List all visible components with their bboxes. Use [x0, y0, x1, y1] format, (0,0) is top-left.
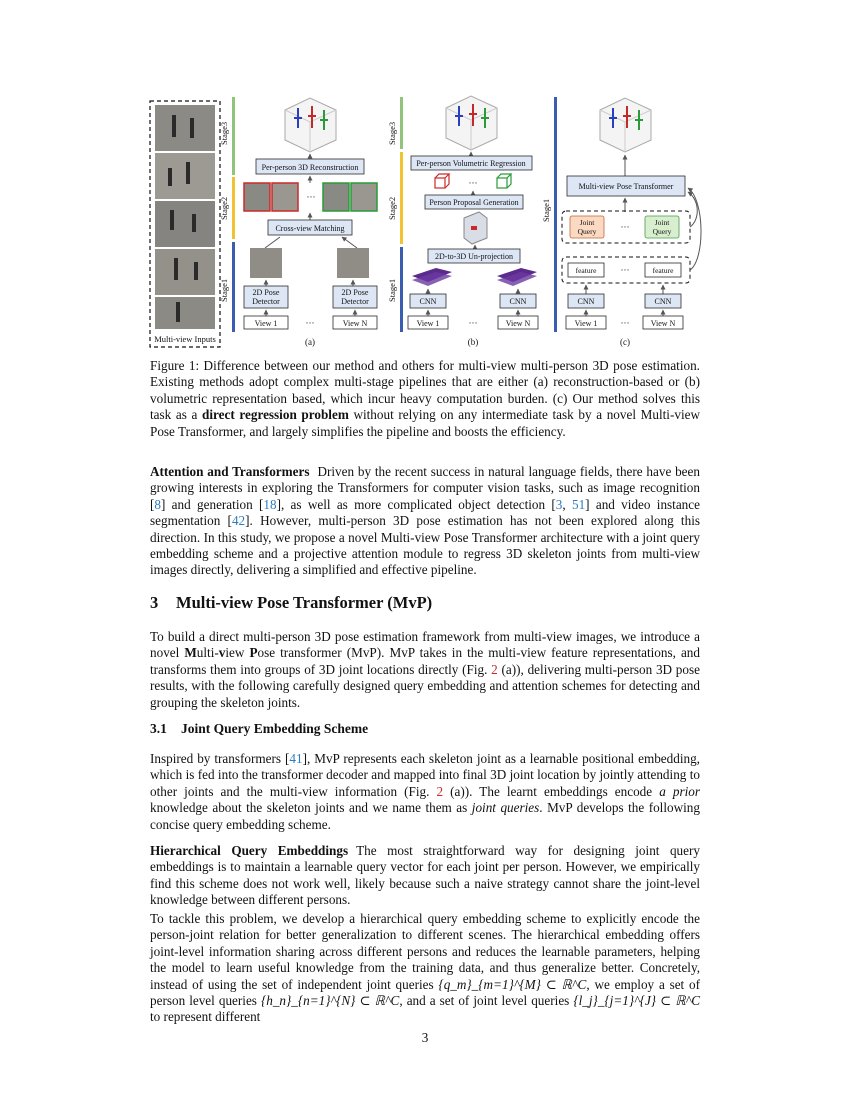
attention-paragraph: Attention and Transformers Driven by the recent success in natural language fields, there have been growing interests in exploring the Transformers for computer vision tasks, such as image recognition [8] and generation [18], as well as more complicated object detection [3, 51] and video instance segmentation [42]. However, multi-person 3D pose estimation has not been explored along this direction. In this study, we propose a novel Multi-view Pose Transformer architecture with a joint query embedding scheme and a projective attention module to regress 3D skeleton joints from multi-view images directly, delivering a simplified and effective pipeline. [150, 464, 700, 578]
svg-text:Per-person Volumetric Regressi: Per-person Volumetric Regression [416, 159, 526, 168]
svg-text:···: ··· [620, 265, 630, 275]
svg-text:···: ··· [305, 318, 315, 328]
multiview-inputs [150, 101, 220, 347]
svg-text:Detector: Detector [252, 297, 280, 306]
panel-c-sublabel: (c) [620, 337, 630, 347]
section-number: 3 [150, 593, 159, 612]
citation-link[interactable]: 42 [231, 513, 246, 529]
panel-c [541, 97, 701, 347]
svg-text:View N: View N [650, 319, 676, 328]
svg-text:Query: Query [652, 227, 672, 236]
svg-text:feature: feature [652, 266, 674, 275]
svg-text:···: ··· [468, 178, 478, 188]
figure-1 [0, 0, 850, 360]
tackle-paragraph: To tackle this problem, we develop a hierarchical query embedding scheme to explicitly encode the person-joint relation for better generalization to different scenes. The hierarchical embedding offers joint-level information sharing across different persons and reduces the learnable parameters, helping the model to learn useful knowledge from the training data, and thus generalize better. Concretely, instead of using the set of independent joint queries {q_m}_{m=1}^{M} ⊂ ℝ^C, we employ a set of person level queries {h_n}_{n=1}^{N} ⊂ ℝ^C, and a set of joint level queries {l_j}_{j=1}^{J} ⊂ ℝ^C to represent different [150, 911, 700, 1025]
svg-text:···: ··· [620, 318, 630, 328]
svg-text:CNN: CNN [419, 297, 437, 306]
svg-text:CNN: CNN [654, 297, 672, 306]
panel-a-stage1-label: Stage1 [219, 278, 229, 302]
hierarchical-heading: Hierarchical Query Embeddings [150, 843, 349, 858]
figure-ref-link[interactable]: 2 [491, 661, 498, 677]
svg-text:View 1: View 1 [254, 319, 278, 328]
subsection-3-1-paragraph: Inspired by transformers [41], MvP represents each skeleton joint as a learnable positional embedding, which is fed into the transformer decoder and mapped into final 3D joint location by jointly attending to other joints and the multi-view information (Fig. 2 (a)). The learnt embeddings encode a prior knowledge about the skeleton joints and we name them as joint queries. MvP develops the following concise query embedding scheme. [150, 751, 700, 832]
math-person-queries: {h_n}_{n=1}^{N} ⊂ ℝ^C [260, 993, 400, 1009]
citation-link[interactable]: 8 [154, 496, 161, 512]
panel-c-3d-output [600, 98, 651, 152]
attention-heading: Attention and Transformers [150, 464, 310, 479]
panel-a-stage3-label: Stage3 [219, 121, 229, 145]
svg-text:View 1: View 1 [574, 319, 598, 328]
svg-text:Stage1: Stage1 [541, 198, 551, 222]
citation-link[interactable]: 41 [289, 751, 303, 766]
panel-a-stage2-label: Stage2 [219, 196, 229, 220]
section-title: Multi-view Pose Transformer (MvP) [176, 593, 433, 612]
svg-text:CNN: CNN [577, 297, 595, 306]
caption-label: Figure 1: [150, 358, 200, 373]
panel-a-reconstruction-label: Per-person 3D Reconstruction [261, 163, 359, 172]
svg-text:feature: feature [575, 266, 597, 275]
svg-text:Stage3: Stage3 [387, 121, 397, 145]
svg-text:Joint: Joint [654, 218, 670, 227]
section-3-heading [150, 593, 432, 613]
input-photo-3 [155, 201, 215, 247]
input-photo-2 [155, 153, 215, 199]
svg-text:Stage2: Stage2 [387, 196, 397, 220]
caption-bold: direct regression problem [202, 407, 349, 423]
input-photo-1 [155, 105, 215, 151]
svg-text:View N: View N [342, 319, 368, 328]
panel-b-sublabel: (b) [467, 337, 479, 347]
page-number: 3 [421, 1030, 429, 1045]
citation-link[interactable]: 3 [555, 496, 563, 512]
pipeline-diagram [0, 0, 850, 360]
svg-text:···: ··· [468, 318, 478, 328]
panel-a-3d-output [285, 98, 336, 152]
math-joint-level-queries: {l_j}_{j=1}^{J} ⊂ ℝ^C [573, 993, 700, 1009]
panel-b-3d-output [446, 96, 497, 150]
citation-link[interactable]: 18 [263, 496, 277, 512]
svg-text:2D-to-3D Un-projection: 2D-to-3D Un-projection [435, 252, 513, 261]
panel-b-volume [464, 212, 487, 244]
panel-b-proposal-cubes [435, 174, 511, 188]
svg-text:CNN: CNN [509, 297, 527, 306]
svg-text:2D Pose: 2D Pose [341, 288, 369, 297]
subsection-3-1-heading: 3.1 Joint Query Embedding Scheme [150, 721, 369, 736]
svg-text:View N: View N [505, 319, 531, 328]
hierarchical-paragraph: Hierarchical Query Embeddings The most straightforward way for designing joint query embeddings is to maintain a learnable query vector for each joint per person. However, we empirically find this scheme does not work well, likely because such a naive strategy cannot share the joint-level knowledge between different persons. [150, 843, 700, 908]
panel-a-matched-images [244, 183, 377, 211]
svg-text:2D Pose: 2D Pose [252, 288, 280, 297]
svg-text:Joint: Joint [579, 218, 595, 227]
svg-text:Detector: Detector [341, 297, 369, 306]
section-3-paragraph: To build a direct multi-person 3D pose estimation framework from multi-view images, we introduce a novel Multi-view Pose transformer (MvP). MvP takes in the multi-view feature representations, and transforms them into groups of 3D joint locations directly (Fig. 2 (a)), delivering multi-person 3D pose results, with the following carefully designed query embedding and attention schemes for detecting and grouping the skeleton joints. [150, 629, 700, 710]
figure-caption: Figure 1: Difference between our method and others for multi-view multi-person 3D pose estimation. Existing methods adopt complex multi-stage pipelines that are either (a) reconstruction-based or (b) volumetric representation based, which incur heavy computation burden. (c) Our method solves this task as a direct regression problem without relying on any intermediate task by a novel Multi-view Pose Transformer, and largely simplifies the pipeline and boosts the efficiency. [150, 358, 700, 439]
svg-text:Query: Query [577, 227, 597, 236]
panel-a [219, 97, 377, 347]
multiview-inputs-label: Multi-view Inputs [154, 334, 216, 344]
svg-text:···: ··· [306, 192, 316, 202]
svg-text:···: ··· [620, 222, 630, 232]
svg-text:View 1: View 1 [416, 319, 440, 328]
figure-ref-link[interactable]: 2 [436, 783, 444, 799]
math-joint-queries: {q_m}_{m=1}^{M} ⊂ ℝ^C [438, 976, 587, 992]
input-photo-4 [155, 249, 215, 295]
panel-a-matching-label: Cross-view Matching [275, 224, 345, 233]
svg-text:Multi-view Pose Transformer: Multi-view Pose Transformer [578, 182, 674, 191]
panel-b [387, 96, 538, 347]
panel-a-sublabel: (a) [305, 337, 315, 347]
citation-link[interactable]: 51 [571, 496, 586, 512]
svg-text:Person Proposal Generation: Person Proposal Generation [429, 198, 519, 207]
svg-text:Stage1: Stage1 [387, 278, 397, 302]
panel-b-heatmaps [412, 268, 537, 286]
